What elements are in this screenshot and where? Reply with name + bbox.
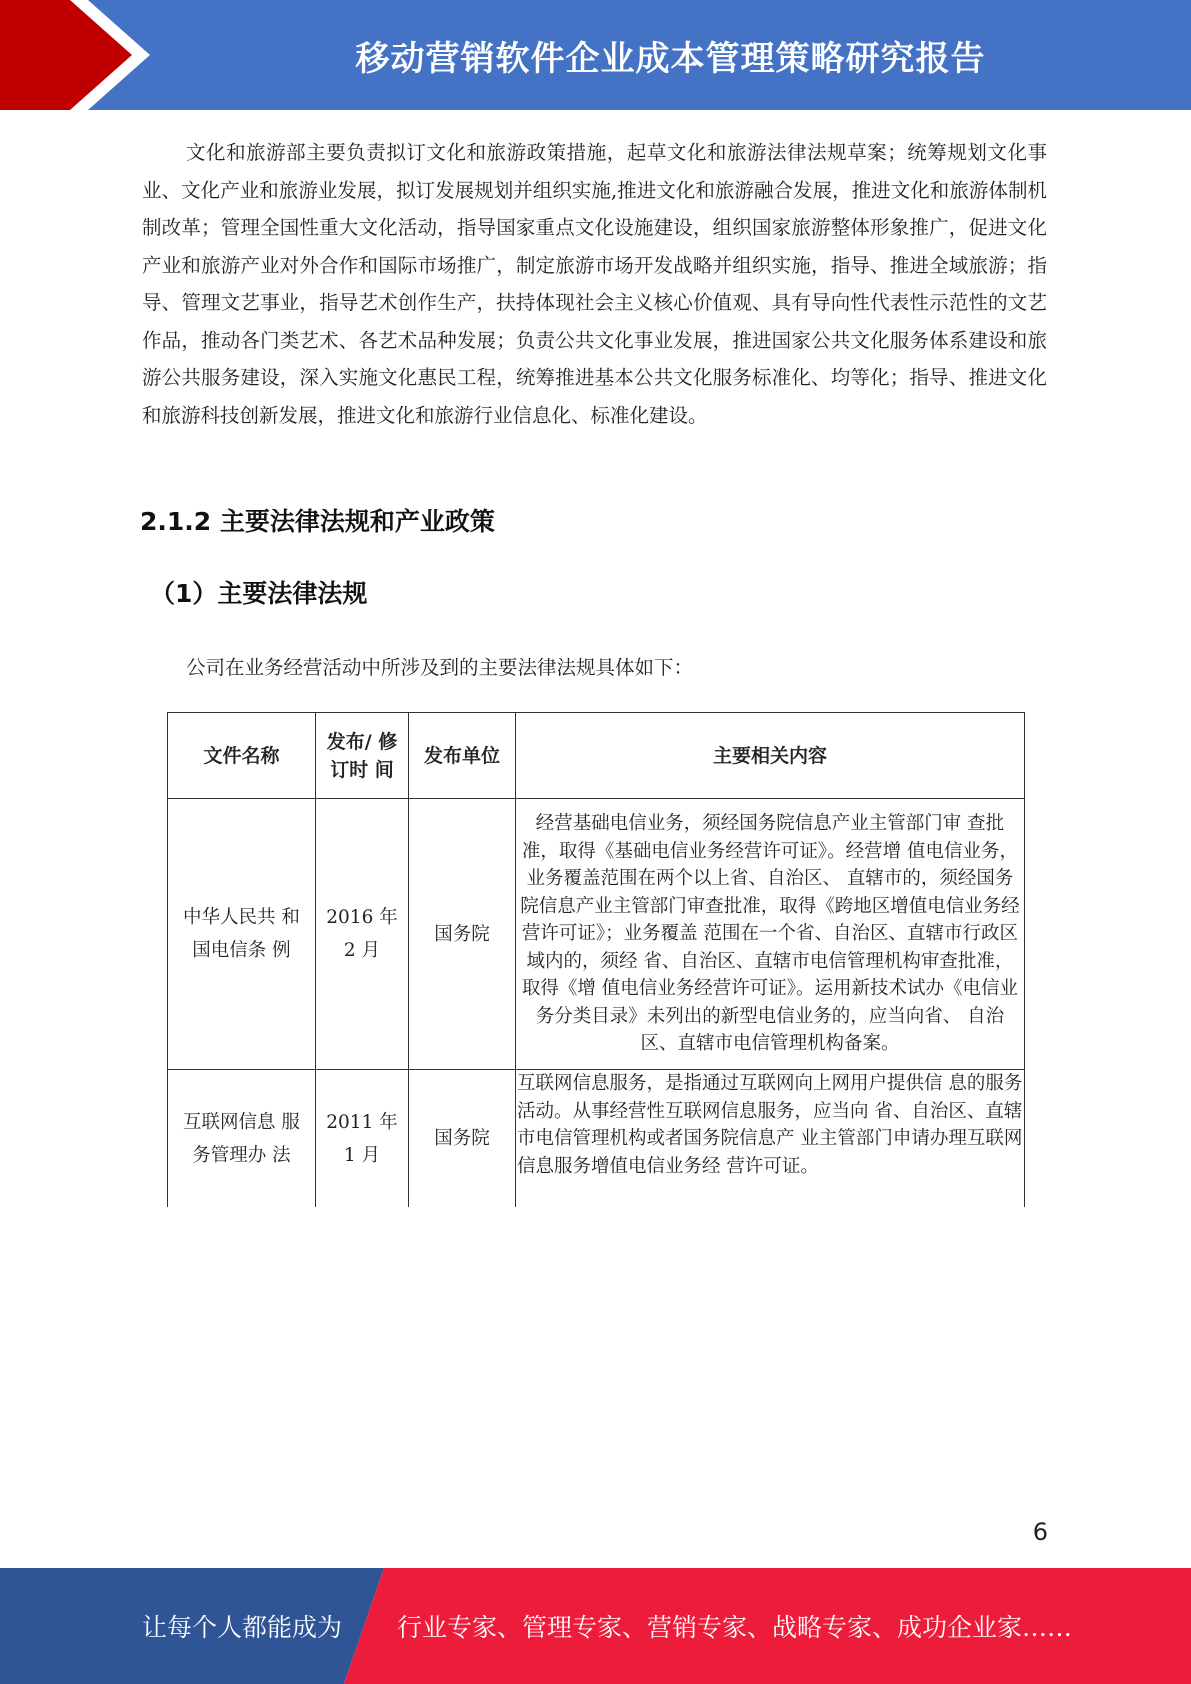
cell-main-content: 经营基础电信业务，须经国务院信息产业主管部门审 查批准，取得《基础电信业务经营许可证》。经营增 值电信业务，业务覆盖范围在两个以上省、自治区、 直辖市的，须经国务院信息产业主管部门审查批准，取得《跨地区增值电信业务经营许可证》；业务覆盖 范围在一个省、自治区、直辖市行政区域内的，须经 省、自治区、直辖市电信管理机构审查批准，取得《增 值电信业务经营许可证》。运用新技术试办《电信业 务分类目录》未列出的新型电信业务的，应当向省、 自治区、直辖市电信管理机构备案。 <box>516 799 1025 1070</box>
cell-document-name: 中华人民共 和国电信条 例 <box>168 799 316 1070</box>
header-main-content: 主要相关内容 <box>516 713 1025 799</box>
header-document-name: 文件名称 <box>168 713 316 799</box>
body-paragraph: 文化和旅游部主要负责拟订文化和旅游政策措施，起草文化和旅游法律法规草案；统筹规划文化事业、文化产业和旅游业发展，拟订发展规划并组织实施,推进文化和旅游融合发展，推进文化和旅游体制机制改革；管理全国性重大文化活动，指导国家重点文化设施建设，组织国家旅游整体形象推广，促进文化产业和旅游产业对外合作和国际市场推广，制定旅游市场开发战略并组织实施，指导、推进全域旅游；指导、管理文艺事业，指导艺术创作生产，扶持体现社会主义核心价值观、具有导向性代表性示范性的文艺作品，推动各门类艺术、各艺术品种发展；负责公共文化事业发展，推进国家公共文化服务体系建设和旅游公共服务建设，深入实施文化惠民工程，统筹推进基本公共文化服务标准化、均等化；指导、推进文化和旅游科技创新发展，推进文化和旅游行业信息化、标准化建设。 <box>142 141 1047 427</box>
footer-banner <box>0 1568 1191 1684</box>
header-issuer: 发布单位 <box>409 713 516 799</box>
page-number: 6 <box>1032 1518 1048 1546</box>
section-heading: 2.1.2 主要法律法规和产业政策 <box>140 507 495 536</box>
header-banner <box>0 0 1191 110</box>
cell-document-name: 互联网信息 服务管理办 法 <box>168 1070 316 1208</box>
table-intro-text: 公司在业务经营活动中所涉及到的主要法律法规具体如下： <box>186 656 694 679</box>
subsection-heading: （1）主要法律法规 <box>150 579 368 608</box>
footer-slogan-right: 行业专家、管理专家、营销专家、战略专家、成功企业家…… <box>397 1613 1073 1642</box>
cell-issuer: 国务院 <box>409 799 516 1070</box>
cell-issue-date: 2016 年 2 月 <box>316 799 409 1070</box>
header-arrow-decoration <box>0 0 160 110</box>
header-issue-date: 发布/ 修订时 间 <box>316 713 409 799</box>
table-row <box>168 799 1025 1070</box>
cell-issue-date: 2011 年 1 月 <box>316 1070 409 1208</box>
cell-main-content: 互联网信息服务，是指通过互联网向上网用户提供信 息的服务活动。从事经营性互联网信息服务，应当向 省、自治区、直辖市电信管理机构或者国务院信息产 业主管部门申请办理互联网信息服务增值电信业务经 营许可证。 <box>516 1070 1025 1208</box>
table-row <box>168 1070 1025 1208</box>
laws-table <box>167 712 1025 1207</box>
cell-issuer: 国务院 <box>409 1070 516 1208</box>
report-title: 移动营销软件企业成本管理策略研究报告 <box>355 38 986 79</box>
footer-slogan-left: 让每个人都能成为 <box>142 1613 343 1642</box>
table-header-row <box>168 713 1025 799</box>
